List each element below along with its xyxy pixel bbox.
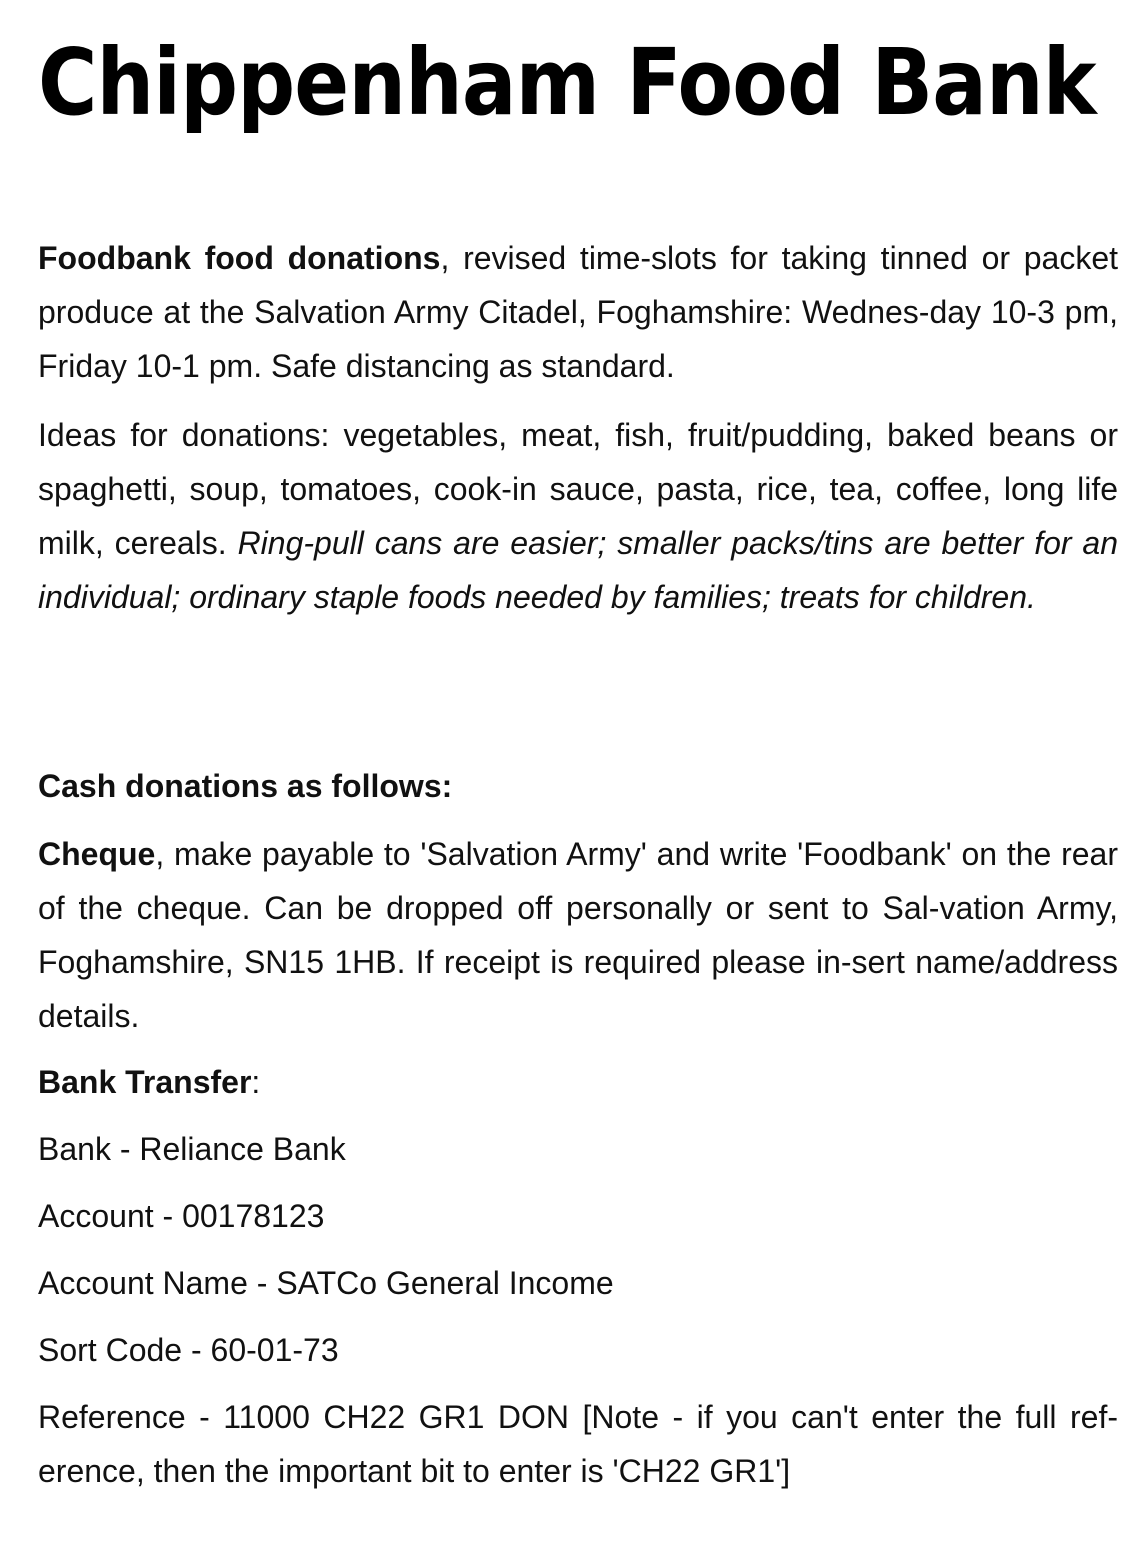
- food-donations-heading: Foodbank food donations: [38, 240, 441, 276]
- food-donations-paragraph: [38, 231, 1118, 393]
- bank-transfer-heading-line: [38, 1055, 1118, 1109]
- cheque-paragraph: [38, 827, 1118, 1043]
- cash-donations-heading: Cash donations as follows:: [38, 768, 453, 804]
- cheque-heading: Cheque: [38, 836, 156, 872]
- bank-transfer-colon: :: [251, 1064, 261, 1100]
- cheque-text: , make payable to 'Salvation Army' and write 'Foodbank' on the rear of the cheque. Can be dropped off personally or sent to Sal-vation Army, Foghamshire, SN15 1HB. If receipt is required please in-sert name/address details.: [38, 836, 1118, 1034]
- donation-ideas-text: Ideas for donations: vegetables, meat, fish, fruit/pudding, baked beans or spaghetti, soup, tomatoes, cook-in sauce, pasta, rice, tea, coffee, long life milk, cereals.: [38, 417, 1118, 561]
- food-donations-text: , revised time-slots for taking tinned or packet produce at the Salvation Army Citadel, Foghamshire: Wednes-day 10-3 pm, Friday 10-1 pm. Safe distancing as standard.: [38, 240, 1119, 384]
- payment-reference: Reference - 11000 CH22 GR1 DON [Note - if you can't enter the full ref-erence, then the important bit to enter is 'CH22 GR1']: [38, 1399, 1118, 1489]
- sort-code: Sort Code - 60-01-73: [38, 1332, 339, 1368]
- account-name: Account Name - SATCo General Income: [38, 1265, 614, 1301]
- bank-transfer-heading: Bank Transfer: [38, 1064, 252, 1100]
- account-number: Account - 00178123: [38, 1198, 325, 1234]
- page-title: Chippenham Food Bank: [38, 29, 1096, 136]
- donation-ideas-paragraph: [38, 408, 1118, 624]
- donation-ideas-note: Ring-pull cans are easier; smaller packs/tins are better for an individual; ordinary staple foods needed by families; treats for children.: [38, 525, 1119, 615]
- bank-name: Bank - Reliance Bank: [38, 1131, 346, 1167]
